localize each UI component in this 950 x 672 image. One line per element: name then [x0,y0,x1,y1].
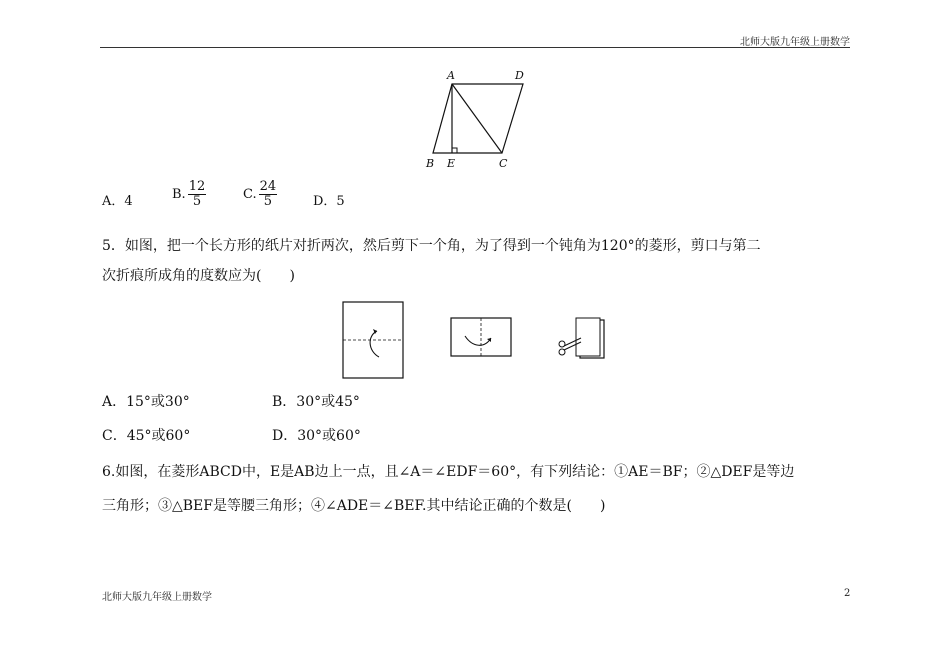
page-number: 2 [844,588,851,599]
header-divider [100,47,850,48]
q6-text-line2: 三角形；③△BEF是等腰三角形；④∠ADE＝∠BEF.其中结论正确的个数是( ) [102,498,606,514]
q4-option-c-prefix: C. [243,187,257,202]
q5-option-d: D．30°或60° [272,428,361,444]
q6-text-line1: 6.如图，在菱形ABCD中，E是AB边上一点，且∠A＝∠EDF＝60°，有下列结论：①AE＝BF；②△DEF是等边 [102,464,795,480]
q5-option-b: B．30°或45° [272,394,360,410]
fraction-denominator: 5 [192,194,202,209]
page-footer: 北师大版九年级上册数学 [102,592,212,603]
rhombus-figure [420,66,535,170]
label-C: C [499,157,508,170]
q5-text-line2: 次折痕所成角的度数应为( ) [102,268,295,284]
fraction-numerator: 12 [188,179,206,194]
q4-option-b-prefix: B. [172,187,186,202]
label-E: E [447,157,456,170]
label-B: B [426,157,435,170]
page-header: 北师大版九年级上册数学 [740,37,850,48]
q5-option-a: A．15°或30° [102,394,190,410]
fraction-numerator: 24 [259,179,277,194]
q4-option-b [172,180,206,209]
label-A: A [447,69,455,82]
q4-option-c-fraction [259,180,278,209]
fraction-denominator: 5 [263,194,273,209]
paper-folding-figure [335,296,620,384]
q4-option-d: D．5 [313,194,345,209]
q4-option-a: A．4 [102,194,133,209]
q4-option-b-fraction [188,180,207,209]
q4-option-c [243,180,277,209]
q5-option-c: C．45°或60° [102,428,191,444]
label-D: D [515,69,524,82]
q5-text-line1: 5．如图，把一个长方形的纸片对折两次，然后剪下一个角，为了得到一个钝角为120°的菱形，剪口与第二 [102,238,761,254]
